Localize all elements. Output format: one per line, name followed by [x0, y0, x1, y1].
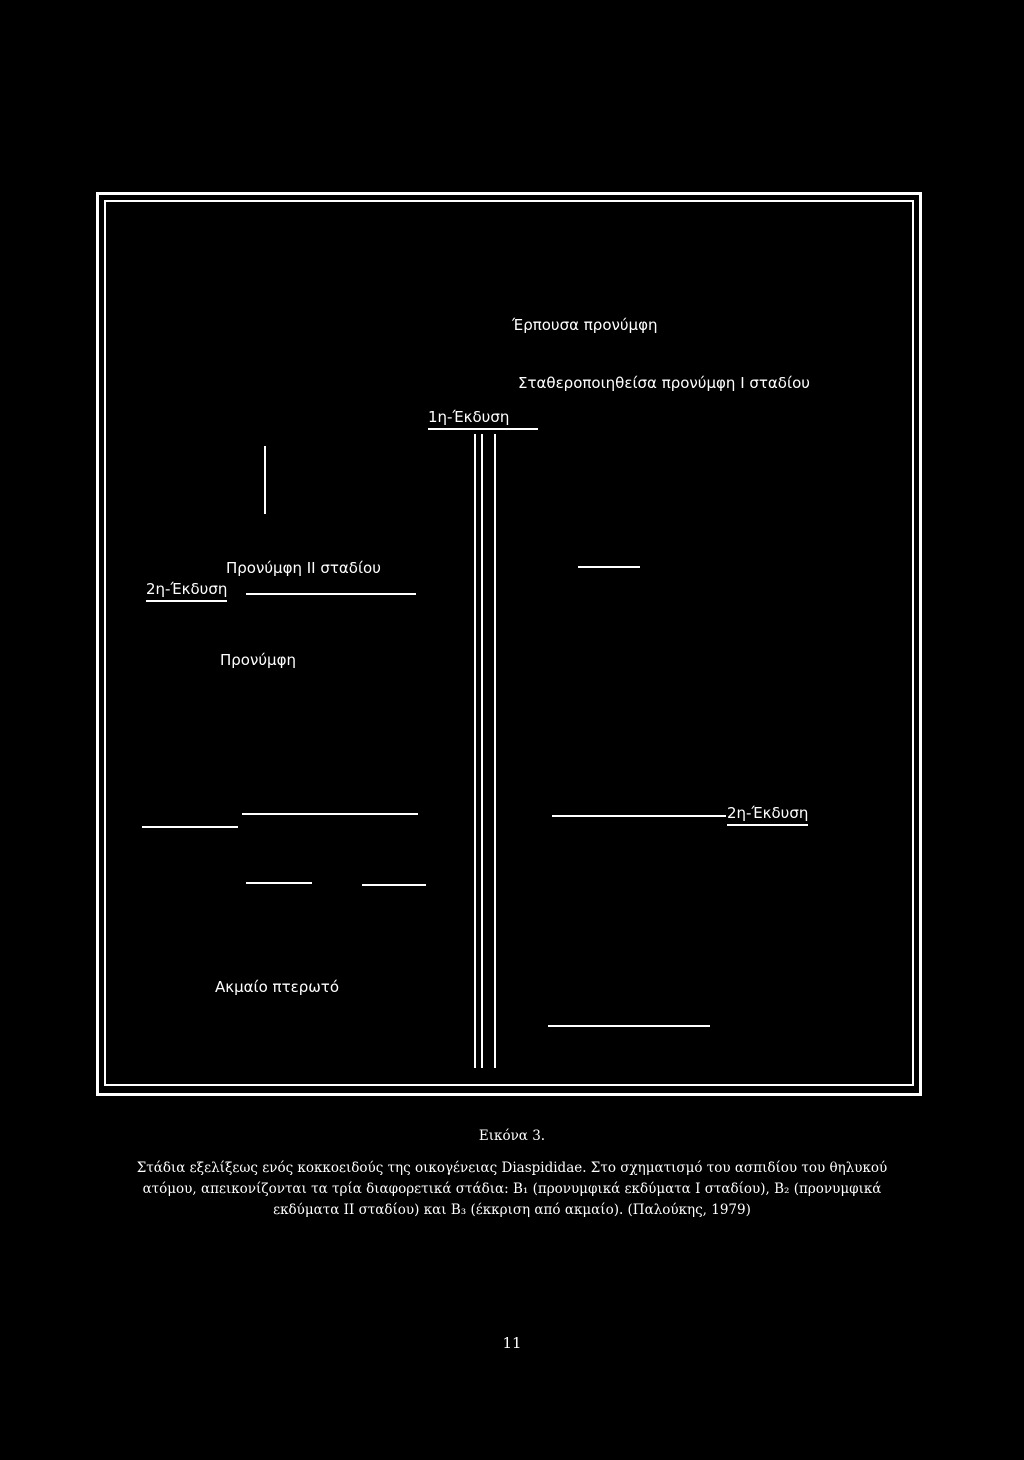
connector-line-right-upper [578, 566, 640, 568]
connector-line-small-2 [362, 884, 426, 886]
label-winged-adult: Ακμαίο πτερωτό [215, 978, 340, 996]
label-first-molt: 1η-Έκδυση [428, 410, 538, 430]
label-settled-first-instar: Σταθεροποιηθείσα προνύμφη Ι σταδίου [518, 374, 810, 392]
connector-line-bottom-right [548, 1025, 710, 1027]
central-stem-line-3 [494, 434, 496, 1068]
label-second-molt-right: 2η-Έκδυση [727, 806, 808, 826]
connector-line-left-lower [142, 826, 238, 828]
connector-line-center-lower [242, 813, 418, 815]
label-second-instar-larva: Προνύμφη ΙΙ σταδίου [226, 559, 381, 577]
figure-caption-title: Εικόνα 3. [478, 1128, 546, 1144]
label-crawler: Έρπουσα προνύμφη [512, 316, 658, 334]
central-stem-line-2 [481, 434, 483, 1068]
connector-line-second-instar [246, 593, 416, 595]
label-prepupa: Προνύμφη [220, 651, 296, 669]
page-number: 11 [502, 1334, 522, 1352]
figure-inner-frame [104, 200, 914, 1086]
connector-line-right-molt [552, 815, 726, 817]
figure-caption-body: Στάδια εξελίξεως ενός κοκκοειδούς της οικογένειας Diaspididae. Στο σχηματισμό του ασπιδίου του θηλυκού ατόμου, απεικονίζονται τα τρία διαφορετικά στάδια: B₁ (προνυμφικά εκδύματα Ι σταδίου), B₂ (προνυμφικά εκδύματα ΙΙ σταδίου) και B₃ (έκκριση από ακμαίο). (Παλούκης, 1979) [136, 1160, 888, 1218]
marker-line-left [264, 446, 266, 514]
label-second-molt-left: 2η-Έκδυση [146, 582, 227, 602]
central-stem-line-1 [474, 434, 476, 1068]
connector-line-small-1 [246, 882, 312, 884]
